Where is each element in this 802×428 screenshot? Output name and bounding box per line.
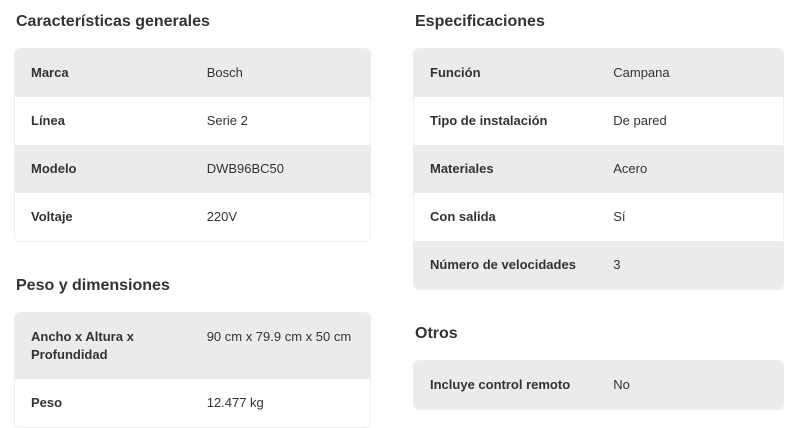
spec-row-value: 90 cm x 79.9 cm x 50 cm: [206, 329, 352, 344]
spec-row-value: DWB96BC50: [206, 161, 284, 176]
spec-row-label: Línea: [31, 113, 65, 128]
section-title: Otros: [415, 325, 458, 342]
spec-row-value: 220V: [206, 209, 238, 224]
spec-row: [414, 361, 783, 409]
spec-row-value: Serie 2: [206, 113, 248, 128]
section-title: Características generales: [16, 13, 210, 30]
spec-row: [414, 145, 783, 193]
spec-row-label: Voltaje: [31, 209, 73, 224]
right-column: [413, 12, 784, 428]
spec-row-label: Con salida: [430, 209, 496, 224]
spec-row: [15, 49, 370, 97]
spec-row-value: Sí: [613, 209, 626, 224]
spec-row-label: Materiales: [430, 161, 494, 176]
spec-row-label: Tipo de instalación: [430, 113, 548, 128]
spec-row: [15, 313, 370, 379]
spec-row: [15, 193, 370, 241]
spec-section: [413, 324, 784, 410]
spec-row-label: Modelo: [31, 161, 77, 176]
section-title: Especificaciones: [415, 13, 545, 30]
spec-section: [413, 12, 784, 290]
spec-row-value: De pared: [613, 113, 667, 128]
spec-row: [15, 379, 370, 427]
spec-row-label: Función: [430, 65, 481, 80]
spec-row-value: Acero: [613, 161, 648, 176]
spec-table: [413, 48, 784, 290]
spec-row-value: 3: [613, 257, 621, 272]
spec-row: [15, 145, 370, 193]
spec-row-label: Ancho x Altura x Profundidad: [31, 329, 134, 362]
spec-table: [413, 360, 784, 410]
spec-section: [14, 276, 371, 428]
spec-table: [14, 48, 371, 242]
spec-row: [414, 241, 783, 289]
spec-row-label: Incluye control remoto: [430, 377, 571, 392]
spec-row-label: Marca: [31, 65, 69, 80]
spec-section: [14, 12, 371, 242]
spec-row-value: No: [613, 377, 630, 392]
section-title: Peso y dimensiones: [16, 277, 170, 294]
spec-table: [14, 312, 371, 428]
spec-row-value: Campana: [613, 65, 670, 80]
left-column: [14, 12, 371, 428]
spec-row: [15, 97, 370, 145]
spec-row: [414, 49, 783, 97]
spec-row-label: Número de velocidades: [430, 257, 576, 272]
spec-row-value: Bosch: [206, 65, 243, 80]
spec-row: [414, 97, 783, 145]
spec-row-value: 12.477 kg: [206, 395, 264, 410]
spec-row: [414, 193, 783, 241]
spec-row-label: Peso: [31, 395, 63, 410]
